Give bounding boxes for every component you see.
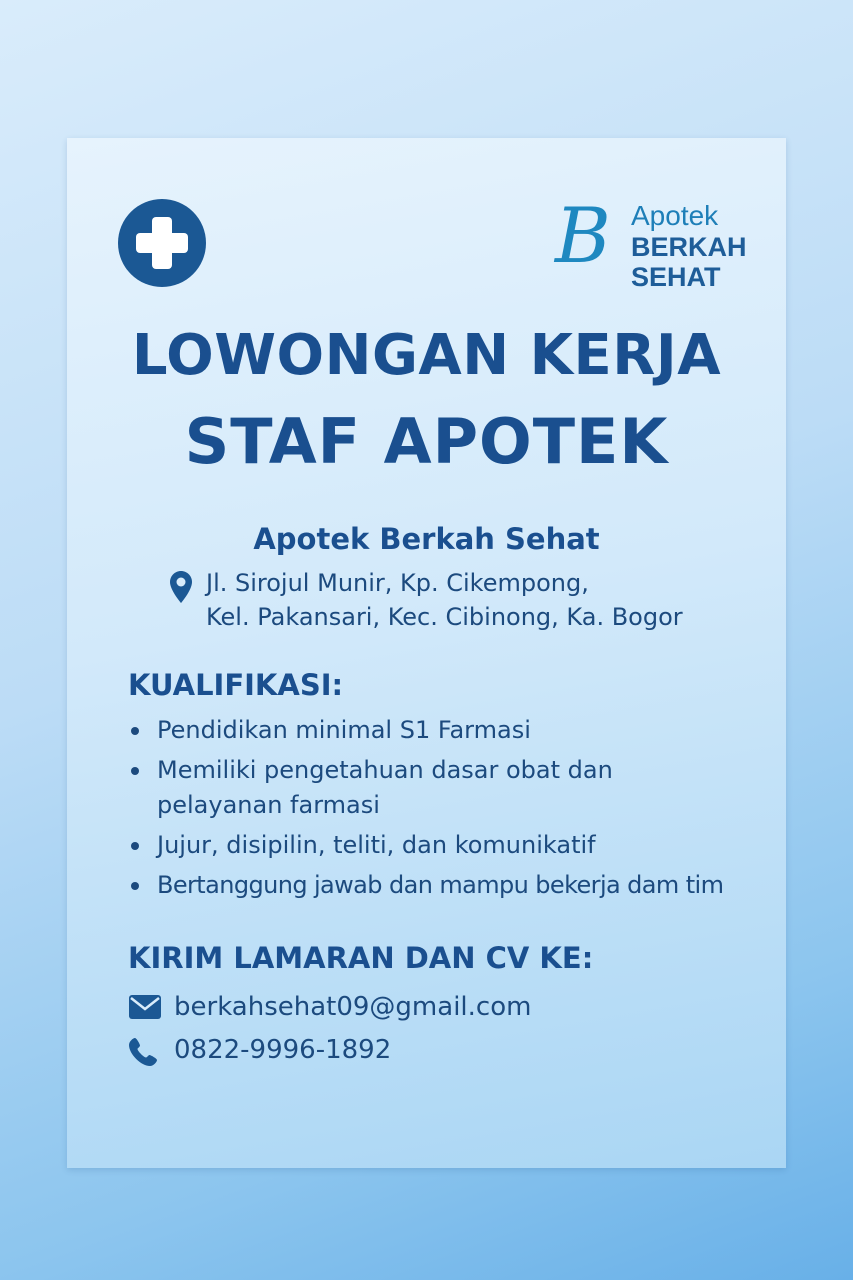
logo-line-berkah: BERKAH: [631, 232, 747, 262]
qualification-text: Bertanggung jawab dan mampu bekerja dam tim: [157, 871, 724, 899]
phone-number[interactable]: 0822-9996-1892: [174, 1035, 392, 1065]
logo-mark: B: [555, 191, 611, 280]
bullet-icon: [131, 727, 139, 735]
qualifications-list: [128, 713, 768, 908]
medical-cross-icon: [118, 199, 206, 287]
pharmacy-logo: [555, 191, 747, 298]
list-item: [128, 868, 768, 903]
qualification-text: Memiliki pengetahuan dasar obat dan pelayanan farmasi: [157, 756, 613, 819]
list-item: [128, 713, 768, 748]
map-pin-icon: [169, 570, 193, 604]
bullet-icon: [131, 882, 139, 890]
company-name: Apotek Berkah Sehat: [253, 522, 600, 556]
logo-wordmark: [631, 200, 747, 292]
qualification-text: Pendidikan minimal S1 Farmasi: [157, 716, 531, 744]
address-line-1: Jl. Sirojul Munir, Kp. Cikempong,: [206, 569, 589, 597]
qualifications-heading: KUALIFIKASI:: [128, 668, 344, 702]
headline-job-opening: LOWONGAN KERJA: [131, 323, 722, 388]
bullet-icon: [131, 842, 139, 850]
email-address[interactable]: berkahsehat09@gmail.com: [174, 992, 532, 1022]
list-item: [128, 753, 657, 823]
logo-line-apotek: Apotek: [631, 200, 719, 231]
bullet-icon: [131, 767, 139, 775]
qualification-text: Jujur, disipilin, teliti, dan komunikatif: [157, 831, 596, 859]
address-line-2: Kel. Pakansari, Kec. Cibinong, Ka. Bogor: [206, 603, 683, 631]
job-poster: [67, 138, 786, 1168]
envelope-icon: [128, 994, 162, 1020]
phone-icon: [128, 1037, 160, 1067]
apply-heading: KIRIM LAMARAN DAN CV KE:: [128, 941, 594, 975]
logo-line-sehat: SEHAT: [631, 262, 721, 292]
list-item: [128, 828, 768, 863]
headline-position: STAF APOTEK: [184, 405, 669, 478]
